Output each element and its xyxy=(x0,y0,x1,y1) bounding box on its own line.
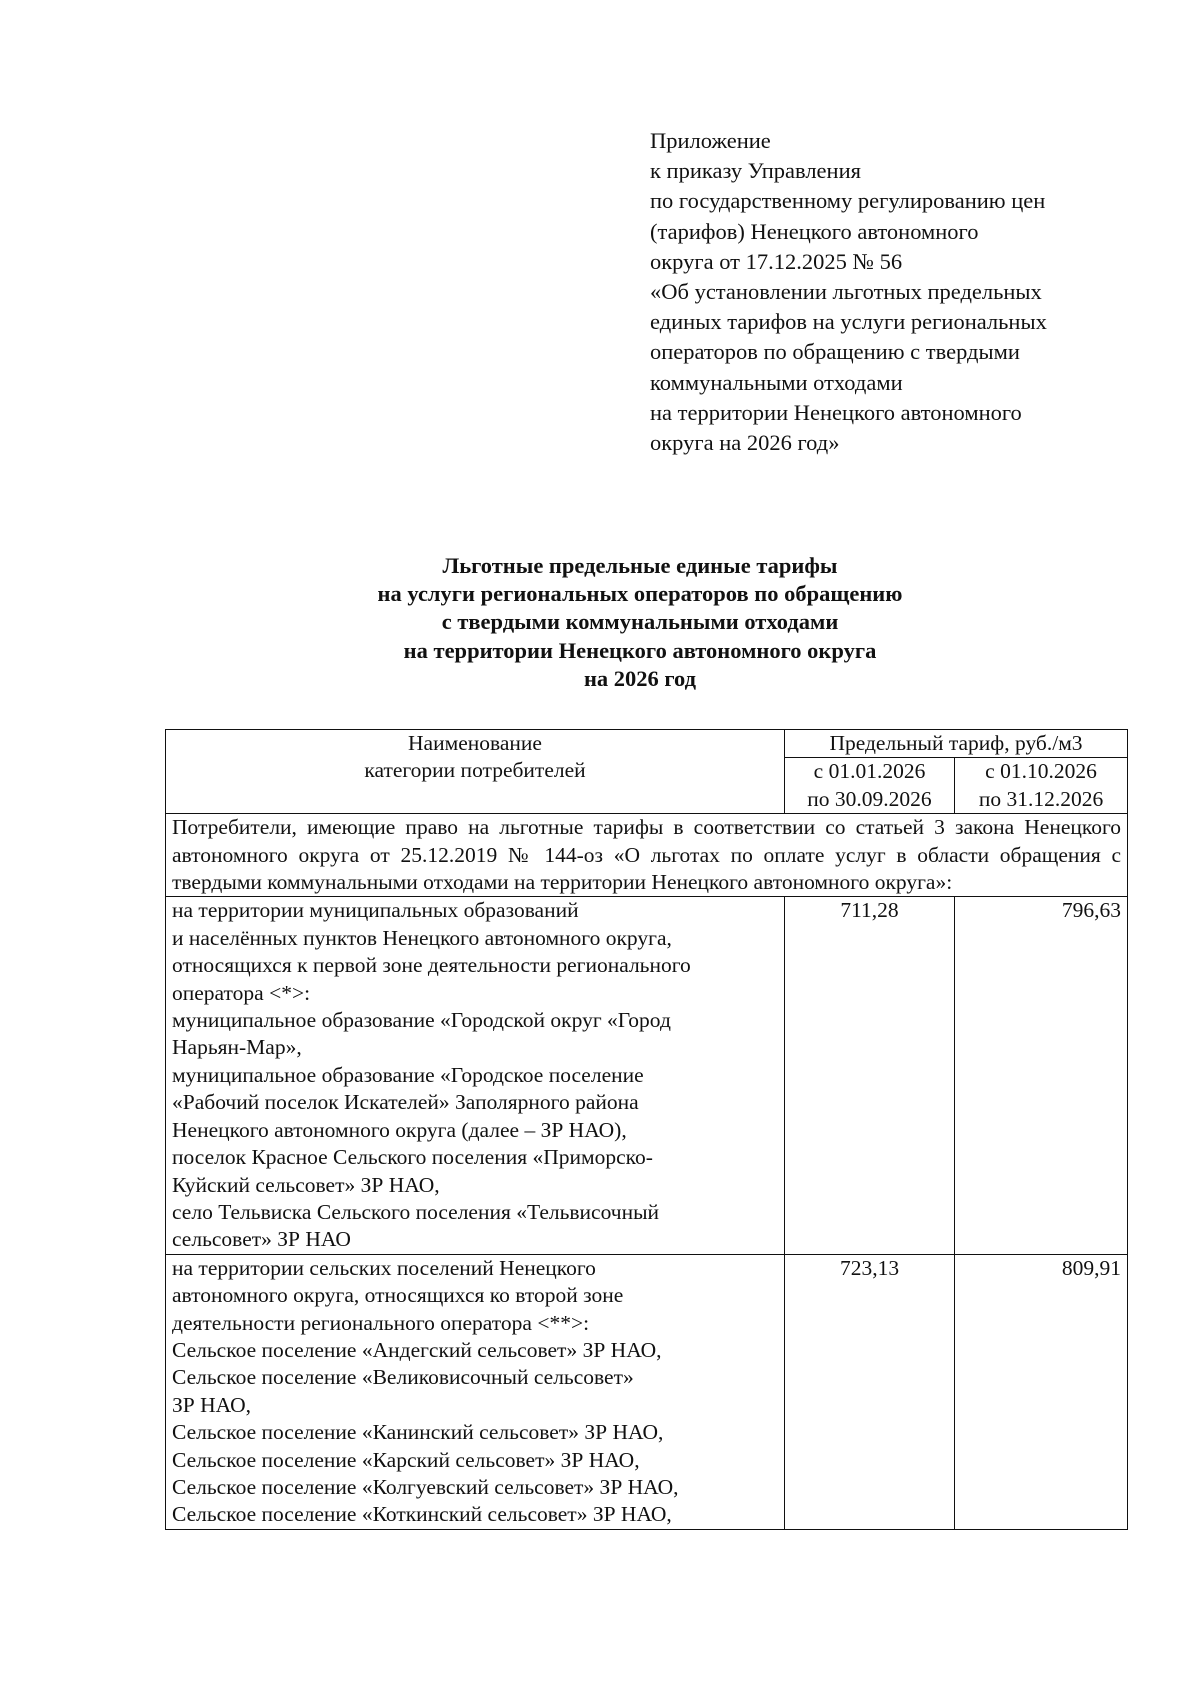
header-tariff-title: Предельный тариф, руб./м3 xyxy=(785,730,1128,758)
zone2-line: деятельности регионального оператора <**>: xyxy=(172,1310,590,1335)
appendix-line: округа от 17.12.2025 № 56 xyxy=(650,248,903,274)
appendix-line: Приложение xyxy=(650,128,771,153)
period2-line1: с 01.10.2026 xyxy=(985,759,1097,784)
zone1-line: и населённых пунктов Ненецкого автономного округа, xyxy=(172,925,672,950)
zone2-tariff-period2: 809,91 xyxy=(955,1254,1128,1529)
period1-line2: по 30.09.2026 xyxy=(807,786,932,811)
zone1-tariff-period1: 711,28 xyxy=(785,897,955,1254)
header-consumer-category xyxy=(166,730,785,814)
zone2-line: ЗР НАО, xyxy=(172,1392,251,1417)
title-line: на 2026 год xyxy=(583,665,697,691)
zone1-line: «Рабочий поселок Искателей» Заполярного района xyxy=(172,1090,639,1115)
table-row-legal-basis xyxy=(166,814,1128,897)
appendix-line: операторов по обращению с твердыми xyxy=(650,339,1020,365)
document-title xyxy=(150,552,1130,693)
appendix-line: (тарифов) Ненецкого автономного xyxy=(650,218,979,244)
header-period-1 xyxy=(785,758,955,814)
title-line: Льготные предельные единые тарифы xyxy=(442,553,838,578)
zone2-line: Сельское поселение «Андегский сельсовет» ЗР НАО, xyxy=(172,1337,662,1362)
zone2-tariff-period1: 723,13 xyxy=(785,1254,955,1529)
zone1-line: на территории муниципальных образований xyxy=(172,898,579,923)
appendix-line: на территории Ненецкого автономного xyxy=(650,399,1022,425)
zone1-line: муниципальное образование «Городской округ «Город xyxy=(172,1008,671,1033)
table-row xyxy=(166,1254,1128,1529)
appendix-line: «Об установлении льготных предельных xyxy=(650,279,1042,305)
title-line: с твердыми коммунальными отходами xyxy=(441,609,839,635)
zone1-description xyxy=(166,897,785,1254)
zone2-line: Сельское поселение «Коткинский сельсовет» ЗР НАО, xyxy=(172,1502,672,1527)
header-period-2 xyxy=(955,758,1128,814)
zone1-line: поселок Красное Сельского поселения «Приморско- xyxy=(172,1145,653,1170)
table-row xyxy=(166,897,1128,1254)
appendix-line: к приказу Управления xyxy=(650,158,861,184)
appendix-block xyxy=(650,126,1130,458)
appendix-line: коммунальными отходами xyxy=(650,369,903,395)
title-line: на территории Ненецкого автономного округа xyxy=(403,637,877,663)
table-header-row xyxy=(166,730,1128,758)
zone1-line: муниципальное образование «Городское поселение xyxy=(172,1062,644,1087)
period1-line1: с 01.01.2026 xyxy=(813,759,926,784)
zone2-description xyxy=(166,1254,785,1529)
appendix-line: округа на 2026 год» xyxy=(650,430,840,456)
zone1-line: оператора <*>: xyxy=(172,980,311,1005)
zone2-line: Сельское поселение «Великовисочный сельсовет» xyxy=(172,1365,634,1390)
appendix-line: по государственному регулированию цен xyxy=(650,188,1046,214)
tariff-table xyxy=(165,729,1128,1530)
appendix-line: единых тарифов на услуги региональных xyxy=(650,309,1047,335)
title-line: на услуги региональных операторов по обращению xyxy=(377,581,903,607)
header-name-line2: категории потребителей xyxy=(364,758,586,783)
zone1-line: сельсовет» ЗР НАО xyxy=(172,1227,351,1252)
period2-line2: по 31.12.2026 xyxy=(978,786,1104,811)
zone1-line: Куйский сельсовет» ЗР НАО, xyxy=(172,1172,440,1197)
zone1-line: Ненецкого автономного округа (далее – ЗР НАО), xyxy=(172,1117,627,1142)
zone1-line: относящихся к первой зоне деятельности регионального xyxy=(172,953,691,978)
zone1-line: Нарьян-Мар», xyxy=(172,1035,302,1060)
zone2-line: Сельское поселение «Карский сельсовет» ЗР НАО, xyxy=(172,1447,640,1472)
zone2-line: Сельское поселение «Канинский сельсовет» ЗР НАО, xyxy=(172,1420,664,1445)
header-name-line1: Наименование xyxy=(408,731,542,755)
zone2-line: автономного округа, относящихся ко второй зоне xyxy=(172,1283,624,1308)
legal-basis-text: Потребители, имеющие право на льготные тарифы в соответствии со статьей 3 закона Ненецкого автономного округа от 25.12.2019 № 144-оз «О льготах по оплате услуг в области обращения с твердыми коммунальными отходами на территории Ненецкого автономного округа»: xyxy=(166,814,1128,897)
zone1-line: село Тельвиска Сельского поселения «Тельвисочный xyxy=(172,1199,660,1224)
zone1-tariff-period2: 796,63 xyxy=(955,897,1128,1254)
zone2-line: на территории сельских поселений Ненецкого xyxy=(172,1255,596,1280)
zone2-line: Сельское поселение «Колгуевский сельсовет» ЗР НАО, xyxy=(172,1474,679,1499)
